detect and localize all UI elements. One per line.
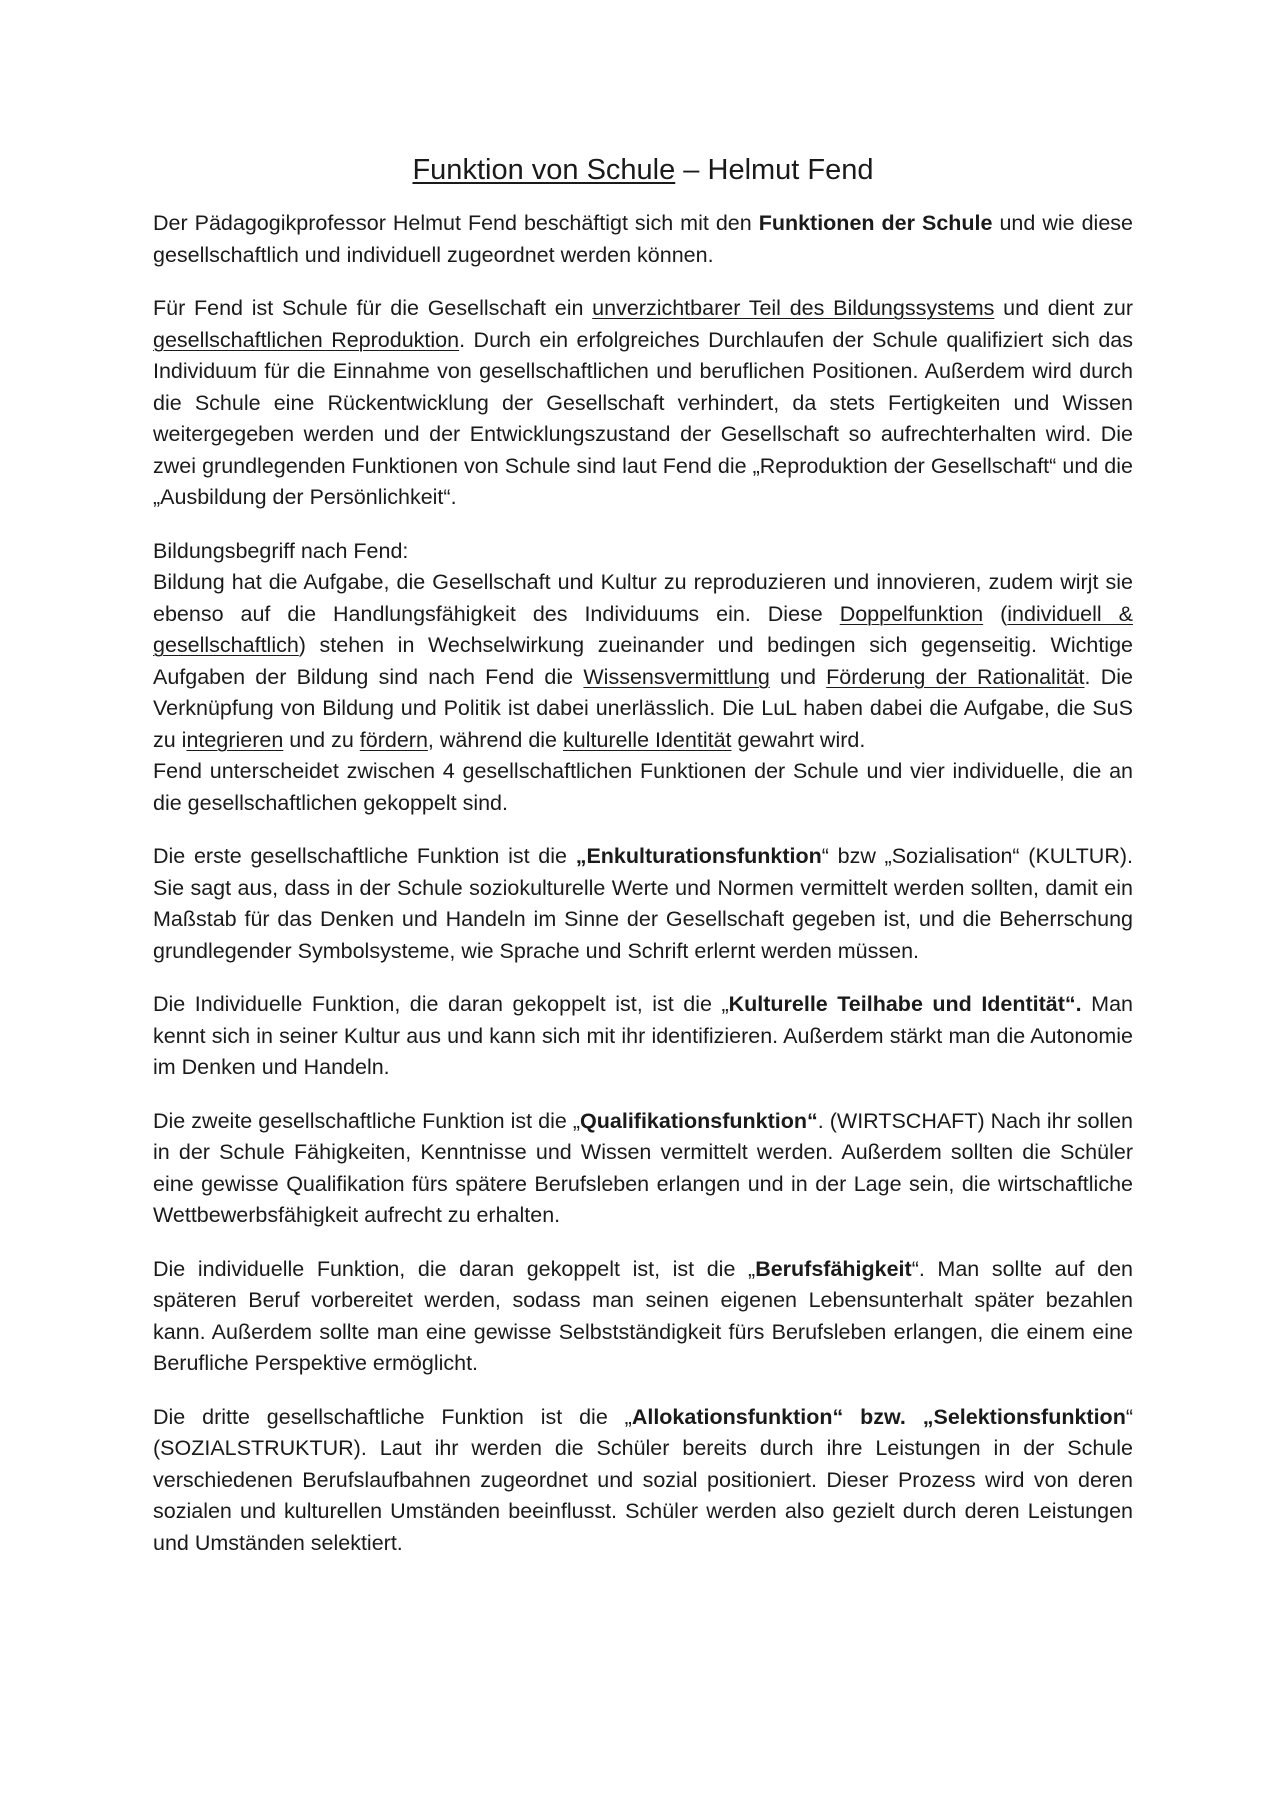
- bold-term: Allokationsfunktion“ bzw. „Selektionsfunktion: [631, 1404, 1126, 1429]
- underlined-term: ntegrieren: [186, 727, 284, 752]
- intro-paragraph: [153, 208, 1133, 271]
- text-run: “ bzw „Sozialisation“ (KULTUR). Sie sagt aus, dass in der Schule soziokulturelle Werte und Normen vermittelt werden sollten, damit ein Maßstab für das Denken und Handeln im Sinne der Gesellschaft gegeben ist, und die Beherrschung grundlegender Symbolsysteme, wie Sprache und Schrift erlernt werden müssen.: [153, 844, 1133, 963]
- text-run: und dient zur: [994, 296, 1133, 320]
- enkulturation-paragraph: [153, 841, 1133, 967]
- title-author: Helmut Fend: [707, 154, 874, 186]
- underlined-term: unverzichtbarer Teil des Bildungssystems: [592, 296, 995, 320]
- text-run: . Durch ein erfolgreiches Durchlaufen der Schule qualifiziert sich das Individuum für die Einnahme von gesellschaftlichen und beruflichen Positionen. Außerdem wird durch die Schule eine Rückentwicklung der Gesellschaft verhindert, da stets Fertigkeiten und Wissen weitergegeben werden und der Entwicklungszustand der Gesellschaft so aufrechterhalten wird. Die zwei grundlegenden Funktionen von Schule sind laut Fend die „Reproduktion der Gesellschaft“ und die „Ausbildung der Persönlichkeit“.: [153, 327, 1133, 509]
- underlined-term: fördern: [359, 727, 428, 752]
- bold-term: Funktionen der Schule: [758, 211, 993, 235]
- bold-term: Qualifikationsfunktion“: [580, 1108, 818, 1133]
- underlined-term: Förderung der Rationalität: [826, 664, 1085, 689]
- text-run: “. Man sollte auf den späteren Beruf vorbereitet werden, sodass man seinen eigenen Lebensunterhalt später bezahlen kann. Außerdem sollte man eine gewisse Selbstständigkeit fürs Berufsleben erlangen, die einem eine Berufliche Perspektive ermöglicht.: [153, 1256, 1133, 1375]
- text-run: Für Fend ist Schule für die Gesellschaft ein: [153, 296, 593, 320]
- bold-term: „Enkulturationsfunktion: [575, 844, 822, 868]
- title-separator: –: [675, 154, 708, 186]
- bold-term: Berufsfähigkeit: [755, 1256, 912, 1281]
- text-run: ) stehen in Wechselwirkung zueinander und bedingen sich gegenseitig. Wichtige Aufgaben der Bildung sind nach Fend die: [153, 633, 1133, 689]
- underlined-term: kulturelle Identität: [562, 727, 732, 752]
- underlined-term: Wissensvermittlung: [583, 664, 770, 689]
- text-run: und wie diese gesellschaftlich und individuell zugeordnet werden können.: [153, 211, 1133, 267]
- text-run: Bildung hat die Aufgabe, die Gesellschaft und Kultur zu reproduzieren und innovieren, zudem wirjt sie ebenso auf die Handlungsfähigkeit des Individuums ein. Diese: [153, 570, 1133, 626]
- four-functions-paragraph: Fend unterscheidet zwischen 4 gesellschaftlichen Funktionen der Schule und vier individuelle, die an die gesellschaftlichen gekoppelt sind.: [153, 759, 1133, 815]
- text-run: gewahrt wird.: [731, 727, 866, 752]
- text-run: Die individuelle Funktion, die daran gekoppelt ist, ist die „: [153, 1256, 756, 1281]
- bildungsbegriff-paragraph: [153, 536, 1133, 757]
- text-run: . Die Verknüpfung von Bildung und Politik ist dabei unerlässlich. Die LuL haben dabei die Aufgabe, die SuS zu i: [153, 664, 1134, 752]
- text-run: (: [983, 601, 1008, 626]
- text-run: Der Pädagogikprofessor Helmut Fend beschäftigt sich mit den: [153, 211, 759, 235]
- text-run: Die zweite gesellschaftliche Funktion ist die „: [153, 1108, 581, 1133]
- text-run: und: [769, 664, 827, 689]
- underlined-term: gesellschaftlichen Reproduktion: [153, 327, 460, 352]
- title-main: Funktion von Schule: [412, 154, 676, 186]
- text-run: , während die: [427, 727, 563, 752]
- text-run: Die Individuelle Funktion, die daran gekoppelt ist, ist die „: [153, 992, 729, 1016]
- underlined-term: Doppelfunktion: [839, 601, 984, 626]
- section-heading: Bildungsbegriff nach Fend:: [153, 538, 409, 563]
- page-title: [153, 150, 1133, 190]
- text-run: Die erste gesellschaftliche Funktion ist die: [153, 844, 576, 868]
- text-run: Man kennt sich in seiner Kultur aus und kann sich mit ihr identifizieren. Außerdem stärkt man die Autonomie im Denken und Handeln.: [153, 992, 1133, 1079]
- text-run: “ (SOZIALSTRUKTUR). Laut ihr werden die Schüler bereits durch ihre Leistungen in der Schule verschiedenen Berufslaufbahnen zugeordnet und sozial positioniert. Dieser Prozess wird von deren sozialen und kulturellen Umständen beeinflusst. Schüler werden also gezielt durch deren Leistungen und Umständen selektiert.: [153, 1404, 1133, 1555]
- qualifikation-paragraph: [153, 1106, 1133, 1232]
- text-run: Die dritte gesellschaftliche Funktion ist die „: [153, 1404, 632, 1429]
- allokation-paragraph: [153, 1402, 1133, 1560]
- text-run: . (WIRTSCHAFT) Nach ihr sollen in der Schule Fähigkeiten, Kenntnisse und Wissen vermittelt werden. Außerdem sollten die Schüler eine gewisse Qualifikation fürs spätere Berufsleben erlangen und in der Lage sein, die wirtschaftliche Wettbewerbsfähigkeit aufrecht zu erhalten.: [153, 1108, 1133, 1227]
- text-run: und zu: [283, 727, 360, 752]
- underlined-term: individuell & gesellschaftlich: [153, 601, 1133, 657]
- bold-term: Kulturelle Teilhabe und Identität“.: [728, 992, 1082, 1016]
- kulturelle-teilhabe-paragraph: [153, 989, 1133, 1084]
- fend-school-paragraph: [153, 293, 1133, 514]
- berufsfaehigkeit-paragraph: [153, 1254, 1133, 1380]
